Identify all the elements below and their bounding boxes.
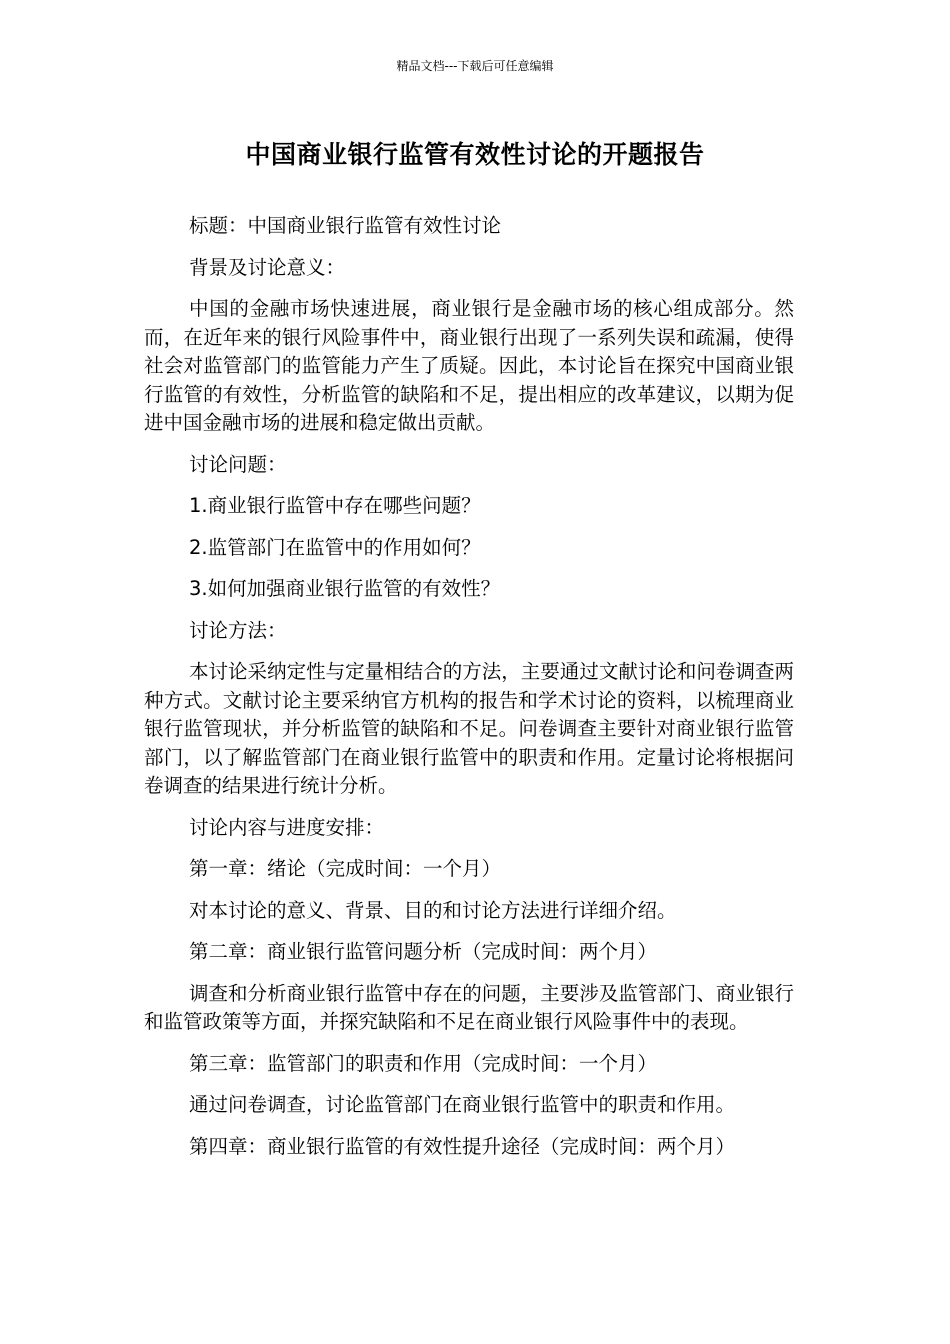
heading-background: 背景及讨论意义：: [189, 255, 346, 279]
paragraph-methods: 本讨论采纳定性与定量相结合的方法，主要通过文献讨论和问卷调查两种方式。文献讨论主要采纳官方机构的报告和学术讨论的资料，以梳理商业银行监管现状，并分析监管的缺陷和不足。问卷调查主要针对商业银行监管部门，以了解监管部门在商业银行监管中的职责和作用。定量讨论将根据问卷调查的结果进行统计分析。: [144, 660, 794, 797]
question-item-2: 2.监管部门在监管中的作用如何？: [189, 535, 481, 559]
heading-schedule: 讨论内容与进度安排：: [189, 815, 385, 839]
document-title: 中国商业银行监管有效性讨论的开题报告: [245, 140, 705, 169]
paragraph-background: 中国的金融市场快速进展，商业银行是金融市场的核心组成部分。然而，在近年来的银行风险事件中，商业银行出现了一系列失误和疏漏，使得社会对监管部门的监管能力产生了质疑。因此，本讨论旨在探究中国商业银行监管的有效性，分析监管的缺陷和不足，提出相应的改革建议，以期为促进中国金融市场的进展和稳定做出贡献。: [144, 297, 794, 434]
question-item-3: 3.如何加强商业银行监管的有效性？: [189, 577, 501, 600]
heading-questions: 讨论问题：: [189, 452, 287, 476]
chapter-1-title: 第一章：绪论（完成时间：一个月）: [189, 857, 502, 880]
chapter-1-desc: 对本讨论的意义、背景、目的和讨论方法进行详细介绍。: [189, 898, 677, 922]
heading-methods: 讨论方法：: [189, 618, 287, 642]
chapter-3-title: 第三章：监管部门的职责和作用（完成时间：一个月）: [189, 1051, 658, 1075]
document-body: [144, 212, 794, 1174]
chapter-3-desc: 通过问卷调查，讨论监管部门在商业银行监管中的职责和作用。: [189, 1093, 736, 1116]
chapter-2-desc: 调查和分析商业银行监管中存在的问题，主要涉及监管部门、商业银行和监管政策等方面，并探究缺陷和不足在商业银行风险事件中的表现。: [144, 981, 794, 1033]
paragraph-subject: 标题：中国商业银行监管有效性讨论: [189, 214, 502, 237]
question-item-1: 1.商业银行监管中存在哪些问题？: [189, 494, 481, 517]
page-header: 精品文档---下载后可任意编辑: [396, 59, 554, 73]
chapter-2-title: 第二章：商业银行监管问题分析（完成时间：两个月）: [189, 940, 658, 963]
chapter-4-title: 第四章：商业银行监管的有效性提升途径（完成时间：两个月）: [189, 1134, 736, 1158]
